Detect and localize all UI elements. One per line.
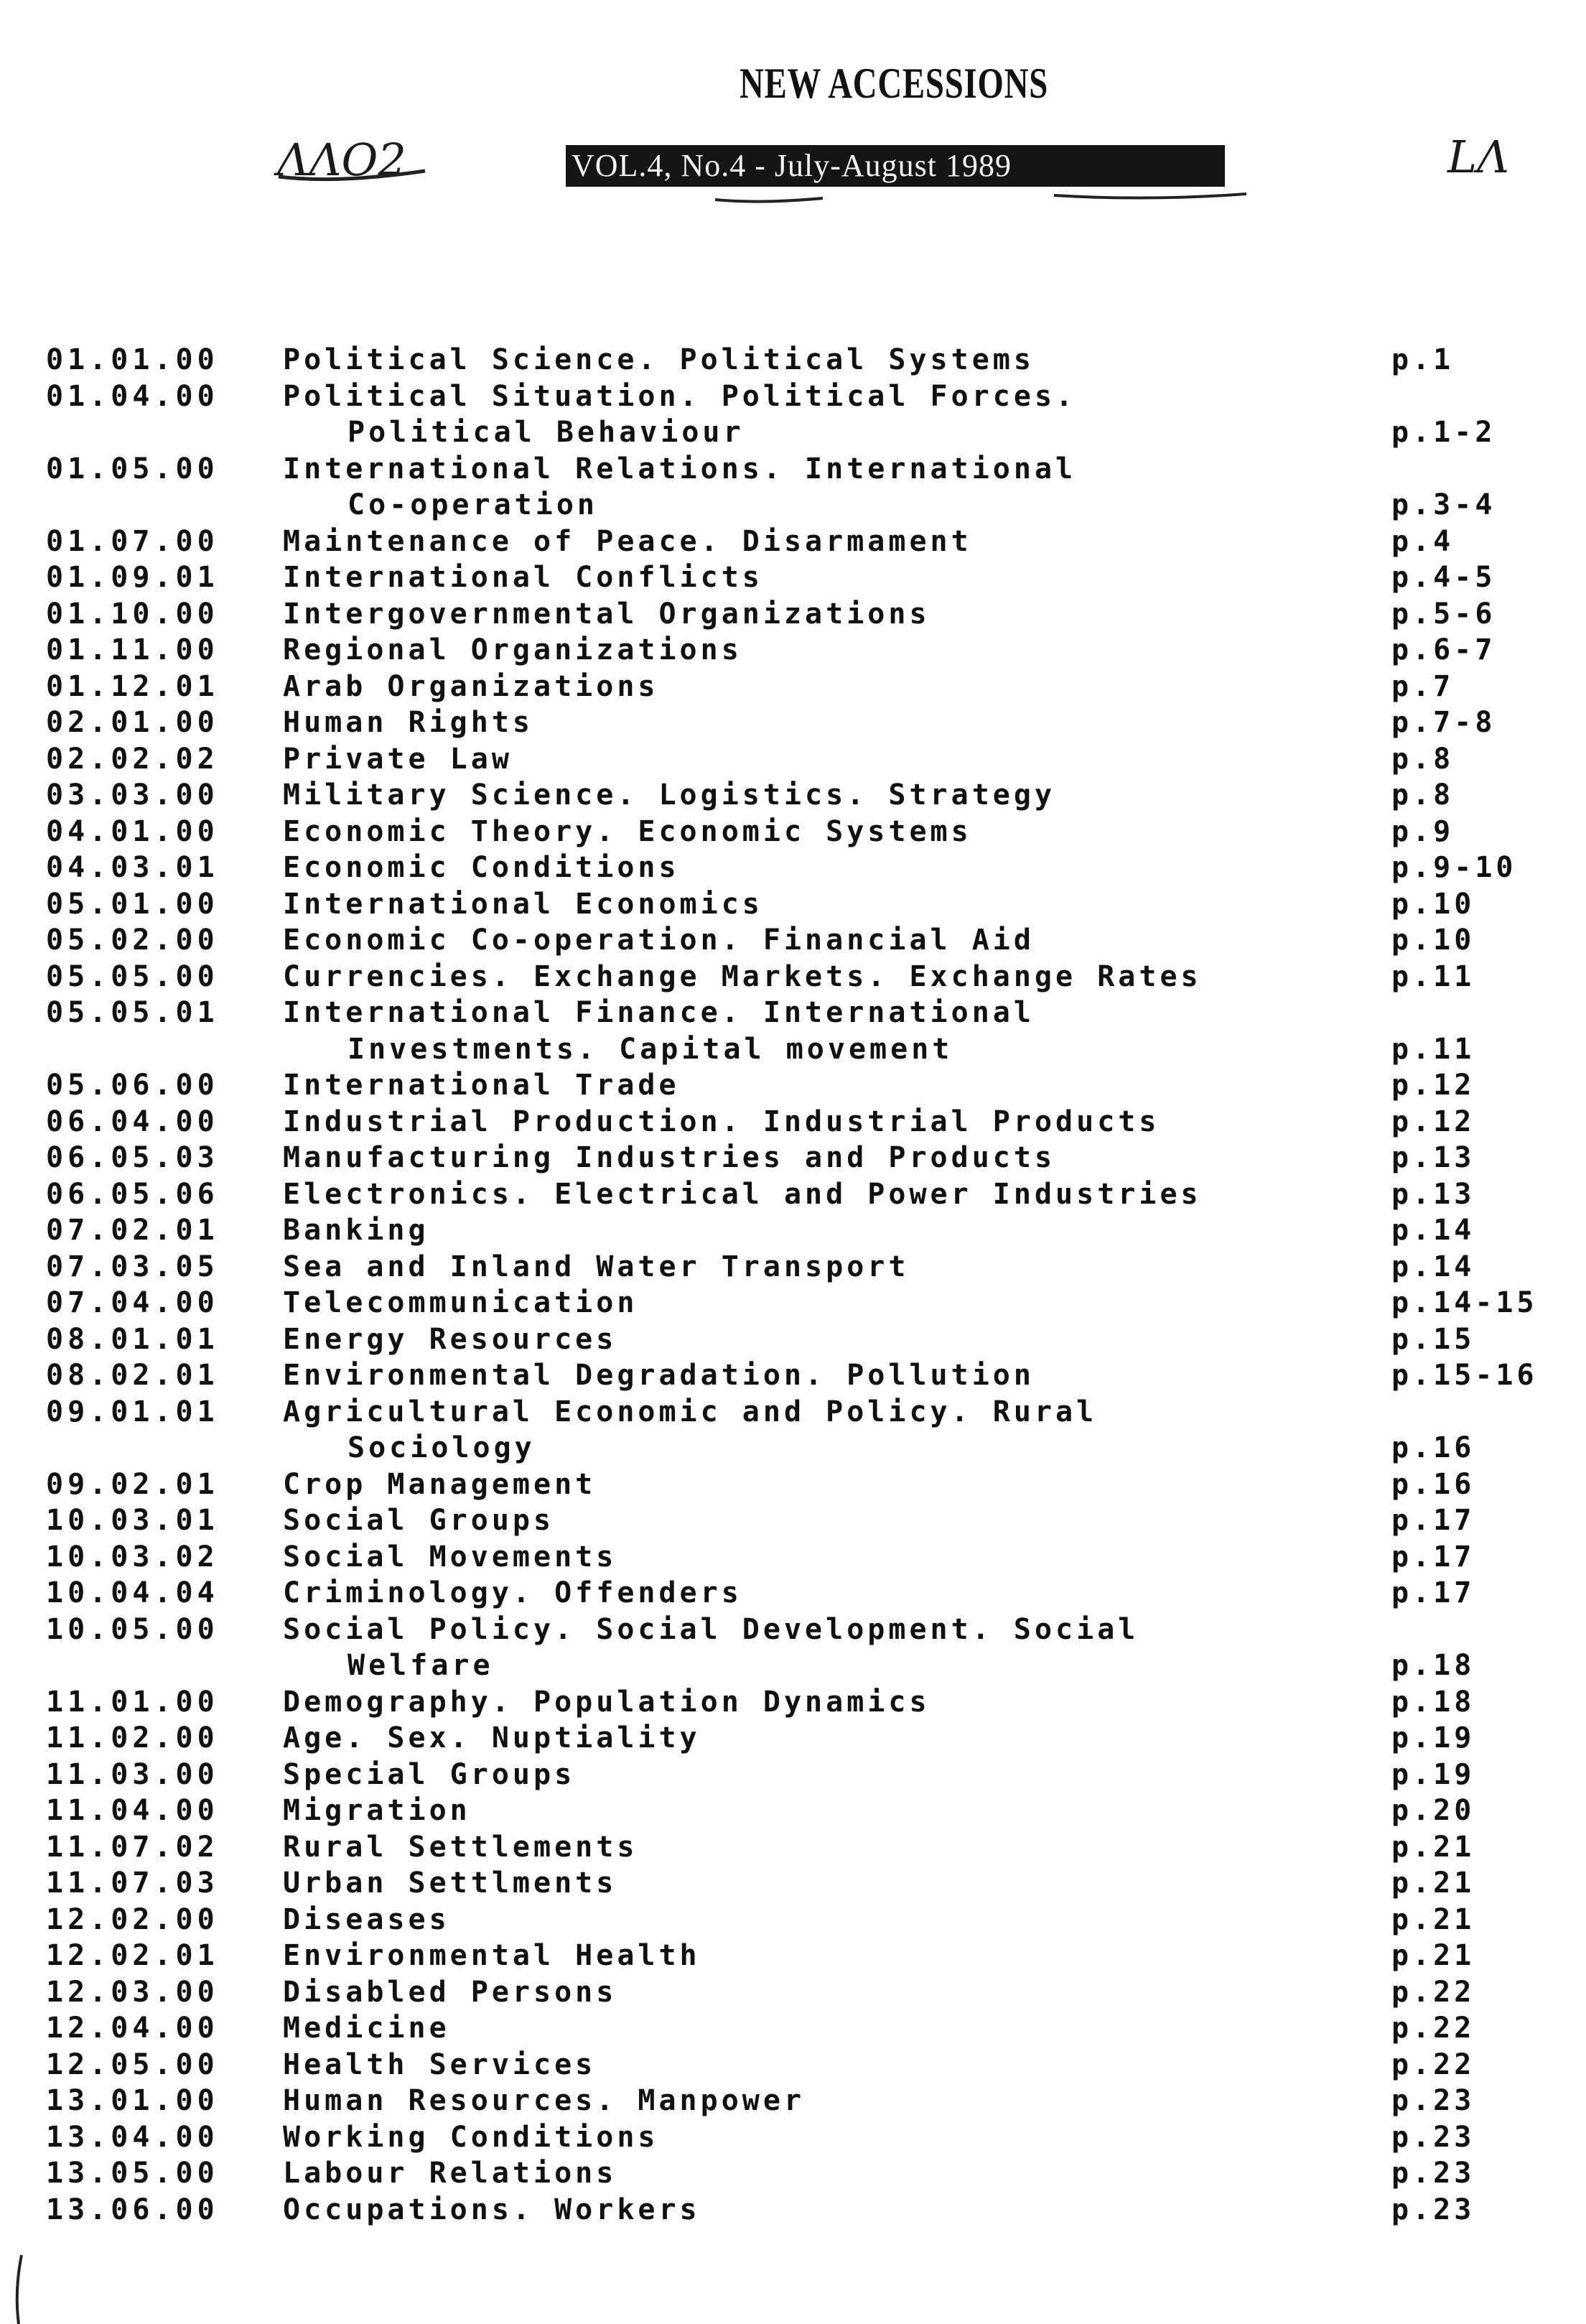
subject-line: Economic Co-operation. Financial Aid bbox=[283, 924, 1035, 957]
subject-line: Environmental Degradation. Pollution bbox=[283, 1359, 1035, 1392]
handwritten-note-left: ΛΛΟ2 bbox=[277, 134, 406, 186]
subject-heading bbox=[283, 705, 533, 741]
list-item bbox=[46, 1357, 1554, 1394]
subject-line: Economic Theory. Economic Systems bbox=[283, 814, 972, 848]
subject-line: International Finance. International bbox=[283, 996, 1035, 1029]
subject-heading bbox=[283, 2083, 805, 2119]
page-reference: p.7 bbox=[1391, 669, 1455, 703]
classification-code: 11.03.00 bbox=[46, 1757, 219, 1791]
subject-line: International Conflicts bbox=[283, 561, 763, 594]
subject-line: Environmental Health bbox=[283, 1939, 701, 1972]
subject-heading bbox=[283, 1902, 450, 1938]
classification-code: 05.01.00 bbox=[46, 887, 219, 921]
classification-code: 11.02.00 bbox=[46, 1721, 219, 1754]
subject-heading bbox=[283, 959, 1202, 995]
subject-heading bbox=[283, 669, 658, 705]
classification-code: 01.05.00 bbox=[46, 452, 219, 485]
list-item bbox=[46, 669, 1554, 705]
list-item bbox=[46, 777, 1554, 814]
subject-continuation: Investments. Capital movement bbox=[347, 1032, 953, 1066]
subject-line: Occupations. Workers bbox=[283, 2193, 701, 2226]
subject-heading bbox=[283, 1612, 1139, 1684]
classification-code: 11.01.00 bbox=[46, 1685, 219, 1719]
subject-line: Crop Management bbox=[283, 1467, 597, 1501]
classification-code: 01.04.00 bbox=[46, 379, 219, 413]
subject-line: Industrial Production. Industrial Products bbox=[283, 1105, 1160, 1138]
list-item bbox=[46, 524, 1554, 560]
list-item bbox=[46, 1938, 1554, 1974]
subject-line: Rural Settlements bbox=[283, 1830, 638, 1864]
classification-code: 02.02.02 bbox=[46, 742, 219, 776]
page-reference: p.23 bbox=[1391, 2157, 1475, 2190]
classification-code: 11.07.03 bbox=[46, 1867, 219, 1900]
issue-banner: VOL.4, No.4 - July-August 1989 bbox=[566, 145, 1225, 187]
subject-heading bbox=[283, 1357, 1035, 1394]
subject-heading bbox=[283, 1176, 1202, 1213]
subject-heading bbox=[283, 451, 1076, 524]
classification-code: 06.04.00 bbox=[46, 1105, 219, 1138]
list-item bbox=[46, 2010, 1554, 2047]
subject-line: Social Groups bbox=[283, 1504, 555, 1537]
list-item bbox=[46, 1140, 1554, 1176]
page-reference: p.7-8 bbox=[1391, 706, 1496, 739]
page-reference: p.22 bbox=[1391, 2012, 1475, 2045]
classification-code: 05.05.01 bbox=[46, 996, 219, 1029]
list-item bbox=[46, 378, 1554, 451]
page-reference: p.21 bbox=[1391, 1867, 1475, 1900]
list-item bbox=[46, 1575, 1554, 1612]
list-item bbox=[46, 2192, 1554, 2228]
subject-line: Regional Organizations bbox=[283, 633, 742, 666]
page-reference: p.9-10 bbox=[1391, 851, 1517, 884]
subject-line: Labour Relations bbox=[283, 2157, 617, 2190]
subject-heading bbox=[283, 1575, 742, 1612]
subject-heading bbox=[283, 1938, 701, 1974]
subject-heading bbox=[283, 1467, 596, 1503]
subject-line: Private Law bbox=[283, 742, 513, 776]
subject-heading bbox=[283, 777, 1055, 814]
list-item bbox=[46, 1539, 1554, 1576]
classification-code: 07.03.05 bbox=[46, 1250, 219, 1283]
classification-code: 12.02.01 bbox=[46, 1939, 219, 1972]
subject-heading bbox=[283, 2192, 701, 2228]
list-item bbox=[46, 451, 1554, 524]
classification-code: 01.10.00 bbox=[46, 597, 219, 631]
page-reference: p.19 bbox=[1391, 1757, 1475, 1791]
list-item bbox=[46, 1502, 1554, 1539]
underline-no bbox=[715, 198, 823, 202]
page-reference: p.13 bbox=[1391, 1177, 1475, 1211]
page-reference: p.4-5 bbox=[1391, 561, 1496, 594]
page-reference: p.9 bbox=[1391, 814, 1455, 848]
page-reference: p.20 bbox=[1391, 1794, 1475, 1827]
page-title: NEW ACCESSIONS bbox=[740, 60, 1049, 107]
page-reference: p.1 bbox=[1391, 343, 1455, 376]
page-reference: p.16 bbox=[1391, 1431, 1475, 1464]
page-reference: p.1-2 bbox=[1391, 416, 1496, 449]
list-item bbox=[46, 1757, 1554, 1793]
subject-continuation: Political Behaviour bbox=[347, 416, 745, 449]
classification-code: 04.03.01 bbox=[46, 851, 219, 884]
classification-code: 03.03.00 bbox=[46, 778, 219, 812]
classification-code: 08.01.01 bbox=[46, 1322, 219, 1356]
subject-heading bbox=[283, 378, 1076, 451]
subject-line: Political Situation. Political Forces. bbox=[283, 379, 1077, 413]
page-reference: p.12 bbox=[1391, 1069, 1475, 1102]
classification-code: 07.04.00 bbox=[46, 1286, 219, 1319]
page-reference: p.14 bbox=[1391, 1214, 1475, 1247]
list-item bbox=[46, 1793, 1554, 1829]
page-reference: p.4 bbox=[1391, 524, 1455, 558]
subject-continuation: Sociology bbox=[347, 1431, 536, 1464]
subject-line: Demography. Population Dynamics bbox=[283, 1685, 930, 1719]
page-reference: p.11 bbox=[1391, 1032, 1475, 1066]
subject-line: Disabled Persons bbox=[283, 1975, 617, 2009]
subject-heading bbox=[283, 1502, 554, 1539]
subject-heading bbox=[283, 1104, 1160, 1140]
page-reference: p.15 bbox=[1391, 1322, 1475, 1356]
subject-heading bbox=[283, 2047, 596, 2083]
list-item bbox=[46, 1104, 1554, 1140]
list-item bbox=[46, 1467, 1554, 1503]
classification-code: 08.02.01 bbox=[46, 1359, 219, 1392]
subject-line: Social Movements bbox=[283, 1540, 617, 1574]
classification-code: 09.01.01 bbox=[46, 1395, 219, 1428]
page-reference: p.10 bbox=[1391, 924, 1475, 957]
subject-line: Political Science. Political Systems bbox=[283, 343, 1035, 376]
subject-line: Agricultural Economic and Policy. Rural bbox=[283, 1395, 1098, 1428]
classification-code: 06.05.03 bbox=[46, 1141, 219, 1174]
classification-code: 04.01.00 bbox=[46, 814, 219, 848]
page-reference: p.3-4 bbox=[1391, 488, 1496, 521]
page-reference: p.21 bbox=[1391, 1830, 1475, 1864]
subject-line: Intergovernmental Organizations bbox=[283, 597, 930, 631]
subject-heading bbox=[283, 632, 742, 669]
page-reference: p.15-16 bbox=[1391, 1359, 1538, 1392]
subject-line: International Economics bbox=[283, 887, 763, 921]
classification-code: 12.04.00 bbox=[46, 2012, 219, 2045]
list-item bbox=[46, 814, 1554, 850]
list-item bbox=[46, 1285, 1554, 1321]
classification-code: 05.06.00 bbox=[46, 1069, 219, 1102]
subject-heading bbox=[283, 1321, 617, 1358]
list-item bbox=[46, 596, 1554, 633]
list-item bbox=[46, 850, 1554, 886]
subject-heading bbox=[283, 1793, 471, 1829]
classification-code: 12.03.00 bbox=[46, 1975, 219, 2009]
page-reference: p.17 bbox=[1391, 1504, 1475, 1537]
subject-heading bbox=[283, 342, 1035, 378]
list-item bbox=[46, 1249, 1554, 1286]
list-item bbox=[46, 1394, 1554, 1467]
list-item bbox=[46, 1829, 1554, 1866]
subject-heading bbox=[283, 1829, 638, 1866]
classification-code: 01.01.00 bbox=[46, 343, 219, 376]
subject-line: Sea and Inland Water Transport bbox=[283, 1250, 910, 1283]
classification-code: 07.02.01 bbox=[46, 1214, 219, 1247]
subject-line: International Relations. International bbox=[283, 452, 1077, 485]
subject-heading bbox=[283, 1539, 617, 1576]
list-item bbox=[46, 1212, 1554, 1249]
list-item bbox=[46, 2047, 1554, 2083]
page-reference: p.17 bbox=[1391, 1576, 1475, 1609]
page-reference: p.22 bbox=[1391, 1975, 1475, 2009]
subject-line: Medicine bbox=[283, 2012, 450, 2045]
subject-line: Arab Organizations bbox=[283, 669, 659, 703]
page-reference: p.21 bbox=[1391, 1902, 1475, 1936]
classification-code: 11.04.00 bbox=[46, 1794, 219, 1827]
page-reference: p.12 bbox=[1391, 1105, 1475, 1138]
page-reference: p.18 bbox=[1391, 1649, 1475, 1682]
page-reference: p.19 bbox=[1391, 1721, 1475, 1754]
subject-line: Age. Sex. Nuptiality bbox=[283, 1721, 701, 1754]
subject-heading bbox=[283, 1757, 575, 1793]
subject-line: Special Groups bbox=[283, 1757, 576, 1791]
subject-line: Working Conditions bbox=[283, 2120, 659, 2154]
subject-heading bbox=[283, 814, 972, 850]
page-reference: p.10 bbox=[1391, 887, 1475, 921]
subject-line: International Trade bbox=[283, 1069, 680, 1102]
subject-heading bbox=[283, 1285, 638, 1321]
subject-line: Criminology. Offenders bbox=[283, 1576, 742, 1609]
subject-line: Human Rights bbox=[283, 706, 533, 739]
classification-code: 13.06.00 bbox=[46, 2193, 219, 2226]
page-reference: p.16 bbox=[1391, 1467, 1475, 1501]
list-item bbox=[46, 705, 1554, 741]
subject-heading bbox=[283, 596, 930, 633]
subject-continuation: Welfare bbox=[347, 1649, 494, 1682]
classification-code: 12.05.00 bbox=[46, 2048, 219, 2081]
classification-code: 10.05.00 bbox=[46, 1612, 219, 1646]
page-reference: p.17 bbox=[1391, 1540, 1475, 1574]
subject-heading bbox=[283, 850, 680, 886]
list-item bbox=[46, 1720, 1554, 1757]
subject-heading bbox=[283, 1974, 617, 2011]
list-item bbox=[46, 922, 1554, 959]
subject-line: Urban Settlments bbox=[283, 1867, 617, 1900]
contents-list bbox=[46, 342, 1554, 2228]
subject-line: Energy Resources bbox=[283, 1322, 617, 1356]
list-item bbox=[46, 1321, 1554, 1358]
classification-code: 06.05.06 bbox=[46, 1177, 219, 1211]
page-reference: p.23 bbox=[1391, 2120, 1475, 2154]
subject-continuation: Co-operation bbox=[347, 488, 598, 521]
page-reference: p.6-7 bbox=[1391, 633, 1496, 666]
subject-line: Migration bbox=[283, 1794, 471, 1827]
margin-stroke bbox=[17, 2255, 22, 2324]
list-item bbox=[46, 1684, 1554, 1721]
list-item bbox=[46, 1902, 1554, 1938]
list-item bbox=[46, 632, 1554, 669]
list-item bbox=[46, 1865, 1554, 1902]
subject-line: Maintenance of Peace. Disarmament bbox=[283, 524, 972, 558]
list-item bbox=[46, 886, 1554, 923]
classification-code: 01.09.01 bbox=[46, 561, 219, 594]
classification-code: 13.05.00 bbox=[46, 2157, 219, 2190]
classification-code: 13.04.00 bbox=[46, 2120, 219, 2154]
subject-heading bbox=[283, 922, 1035, 959]
classification-code: 12.02.00 bbox=[46, 1902, 219, 1936]
subject-heading bbox=[283, 1720, 701, 1757]
subject-heading bbox=[283, 1140, 1055, 1176]
subject-line: Manufacturing Industries and Products bbox=[283, 1141, 1056, 1174]
classification-code: 11.07.02 bbox=[46, 1830, 219, 1864]
subject-line: Electronics. Electrical and Power Industries bbox=[283, 1177, 1202, 1211]
classification-code: 10.04.04 bbox=[46, 1576, 219, 1609]
subject-heading bbox=[283, 2155, 617, 2192]
classification-code: 05.02.00 bbox=[46, 924, 219, 957]
subject-heading bbox=[283, 524, 972, 560]
subject-heading bbox=[283, 1212, 429, 1249]
classification-code: 01.11.00 bbox=[46, 633, 219, 666]
subject-line: Health Services bbox=[283, 2048, 597, 2081]
subject-line: Telecommunication bbox=[283, 1286, 638, 1319]
underline-left-note bbox=[279, 171, 425, 180]
page-reference: p.5-6 bbox=[1391, 597, 1496, 631]
subject-heading bbox=[283, 2119, 658, 2156]
page-reference: p.22 bbox=[1391, 2048, 1475, 2081]
subject-heading bbox=[283, 886, 763, 923]
subject-line: Banking bbox=[283, 1214, 429, 1247]
subject-heading bbox=[283, 1865, 617, 1902]
classification-code: 09.02.01 bbox=[46, 1467, 219, 1501]
page-reference: p.23 bbox=[1391, 2193, 1475, 2226]
page-reference: p.11 bbox=[1391, 959, 1475, 993]
page-reference: p.21 bbox=[1391, 1939, 1475, 1972]
list-item bbox=[46, 2119, 1554, 2156]
list-item bbox=[46, 2155, 1554, 2192]
classification-code: 01.07.00 bbox=[46, 524, 219, 558]
subject-line: Currencies. Exchange Markets. Exchange Rates bbox=[283, 959, 1202, 993]
classification-code: 02.01.00 bbox=[46, 706, 219, 739]
list-item bbox=[46, 959, 1554, 995]
list-item bbox=[46, 1176, 1554, 1213]
list-item bbox=[46, 342, 1554, 378]
list-item bbox=[46, 741, 1554, 778]
list-item bbox=[46, 559, 1554, 596]
page-reference: p.8 bbox=[1391, 778, 1455, 812]
page-reference: p.8 bbox=[1391, 742, 1455, 776]
subject-line: Social Policy. Social Development. Social bbox=[283, 1612, 1139, 1646]
underline-year bbox=[1054, 194, 1246, 198]
list-item bbox=[46, 1974, 1554, 2011]
subject-line: Economic Conditions bbox=[283, 851, 680, 884]
subject-heading bbox=[283, 2010, 450, 2047]
list-item bbox=[46, 995, 1554, 1067]
subject-heading bbox=[283, 559, 763, 596]
classification-code: 10.03.01 bbox=[46, 1504, 219, 1537]
subject-line: Human Resources. Manpower bbox=[283, 2084, 806, 2117]
handwritten-note-right: LΛ bbox=[1447, 131, 1509, 183]
page-reference: p.13 bbox=[1391, 1141, 1475, 1174]
page-reference: p.14 bbox=[1391, 1250, 1475, 1283]
subject-line: Diseases bbox=[283, 1902, 450, 1936]
subject-heading bbox=[283, 741, 513, 778]
list-item bbox=[46, 1067, 1554, 1104]
list-item bbox=[46, 1612, 1554, 1684]
page-reference: p.18 bbox=[1391, 1685, 1475, 1719]
classification-code: 10.03.02 bbox=[46, 1540, 219, 1574]
classification-code: 13.01.00 bbox=[46, 2084, 219, 2117]
list-item bbox=[46, 2083, 1554, 2119]
subject-heading bbox=[283, 1394, 1097, 1467]
subject-heading bbox=[283, 995, 1035, 1067]
subject-line: Military Science. Logistics. Strategy bbox=[283, 778, 1056, 812]
classification-code: 05.05.00 bbox=[46, 959, 219, 993]
subject-heading bbox=[283, 1249, 909, 1286]
page-reference: p.14-15 bbox=[1391, 1286, 1538, 1319]
subject-heading bbox=[283, 1684, 930, 1721]
subject-heading bbox=[283, 1067, 680, 1104]
classification-code: 01.12.01 bbox=[46, 669, 219, 703]
page-reference: p.23 bbox=[1391, 2084, 1475, 2117]
